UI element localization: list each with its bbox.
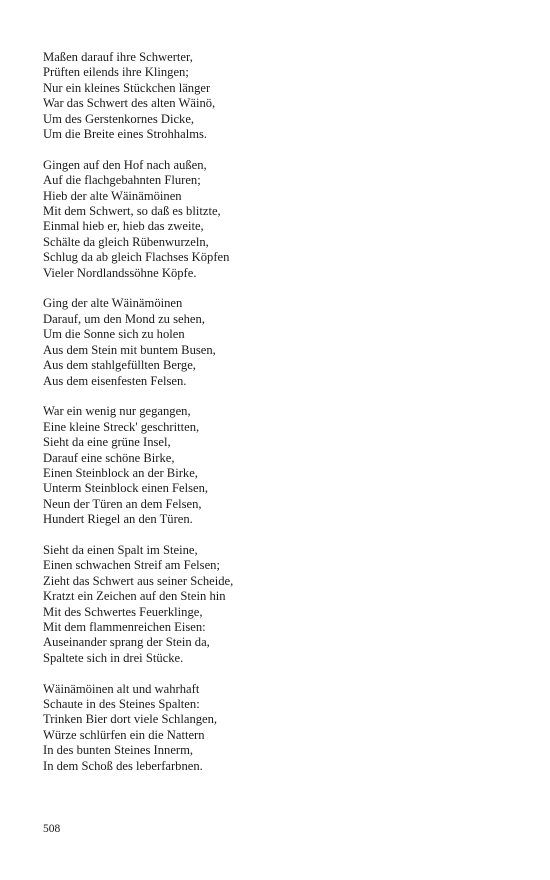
poem-line: Würze schlürfen ein die Nattern [43,727,205,742]
poem-line: Schälte da gleich Rübenwurzeln, [43,234,209,249]
poem-line: Eine kleine Streck' geschritten, [43,419,200,434]
poem-line: In dem Schoß des leberfarbnen. [43,758,203,773]
poem-line: Darauf, um den Mond zu sehen, [43,311,205,326]
stanza [43,50,523,142]
poem-line: Maßen darauf ihre Schwerter, [43,50,193,64]
poem-line: Prüften eilends ihre Klingen; [43,65,189,80]
poem-line: Unterm Steinblock einen Felsen, [43,481,209,496]
stanza [43,404,523,527]
poem-line: Vieler Nordlandssöhne Köpfe. [43,265,197,280]
poem-line: Spaltete sich in drei Stücke. [43,650,184,665]
poem-line: Hundert Riegel an den Türen. [43,512,193,527]
poem-line: Sieht da einen Spalt im Steine, [43,542,198,557]
poem-line: In des bunten Steines Innerm, [43,743,194,758]
poem-line: Auf die flachgebahnten Fluren; [43,173,201,188]
poem-line: Darauf eine schöne Birke, [43,450,175,465]
poem-line: Schaute in des Steines Spalten: [43,696,200,711]
poem-line: Neun der Türen an dem Felsen, [43,496,202,511]
poem-line: Um die Breite eines Strohhalms. [43,127,208,142]
poem-text [43,50,523,789]
poem-line: Hieb der alte Wäinämöinen [43,188,182,203]
poem-line: Schlug da ab gleich Flachses Köpfen [43,250,230,265]
stanza [43,158,523,281]
poem-line: Einen Steinblock an der Birke, [43,465,198,480]
poem-line: Aus dem eisenfesten Felsen. [43,373,187,388]
stanza [43,543,523,666]
poem-line: Gingen auf den Hof nach außen, [43,157,207,172]
poem-line: Nur ein kleines Stückchen länger [43,80,211,95]
poem-line: War das Schwert des alten Wäinö, [43,96,216,111]
poem-line: Um die Sonne sich zu holen [43,327,185,342]
stanza [43,296,523,388]
stanza [43,682,523,774]
poem-line: Auseinander sprang der Stein da, [43,635,210,650]
poem-line: Kratzt ein Zeichen auf den Stein hin [43,589,226,604]
poem-line: Mit des Schwertes Feuerklinge, [43,604,203,619]
poem-line: War ein wenig nur gegangen, [43,404,191,419]
poem-line: Wäinämöinen alt und wahrhaft [43,681,200,696]
poem-line: Sieht da eine grüne Insel, [43,435,171,450]
poem-line: Aus dem stahlgefüllten Berge, [43,358,196,373]
poem-line: Ging der alte Wäinämöinen [43,296,183,311]
poem-line: Aus dem Stein mit buntem Busen, [43,342,216,357]
poem-line: Mit dem Schwert, so daß es blitzte, [43,204,221,219]
poem-line: Einmal hieb er, hieb das zweite, [43,219,204,234]
poem-line: Um des Gerstenkornes Dicke, [43,111,195,126]
poem-line: Einen schwachen Streif am Felsen; [43,558,220,573]
poem-line: Zieht das Schwert aus seiner Scheide, [43,573,234,588]
poem-line: Trinken Bier dort viele Schlangen, [43,712,218,727]
poem-line: Mit dem flammenreichen Eisen: [43,619,206,634]
page-number: 508 [43,823,61,835]
